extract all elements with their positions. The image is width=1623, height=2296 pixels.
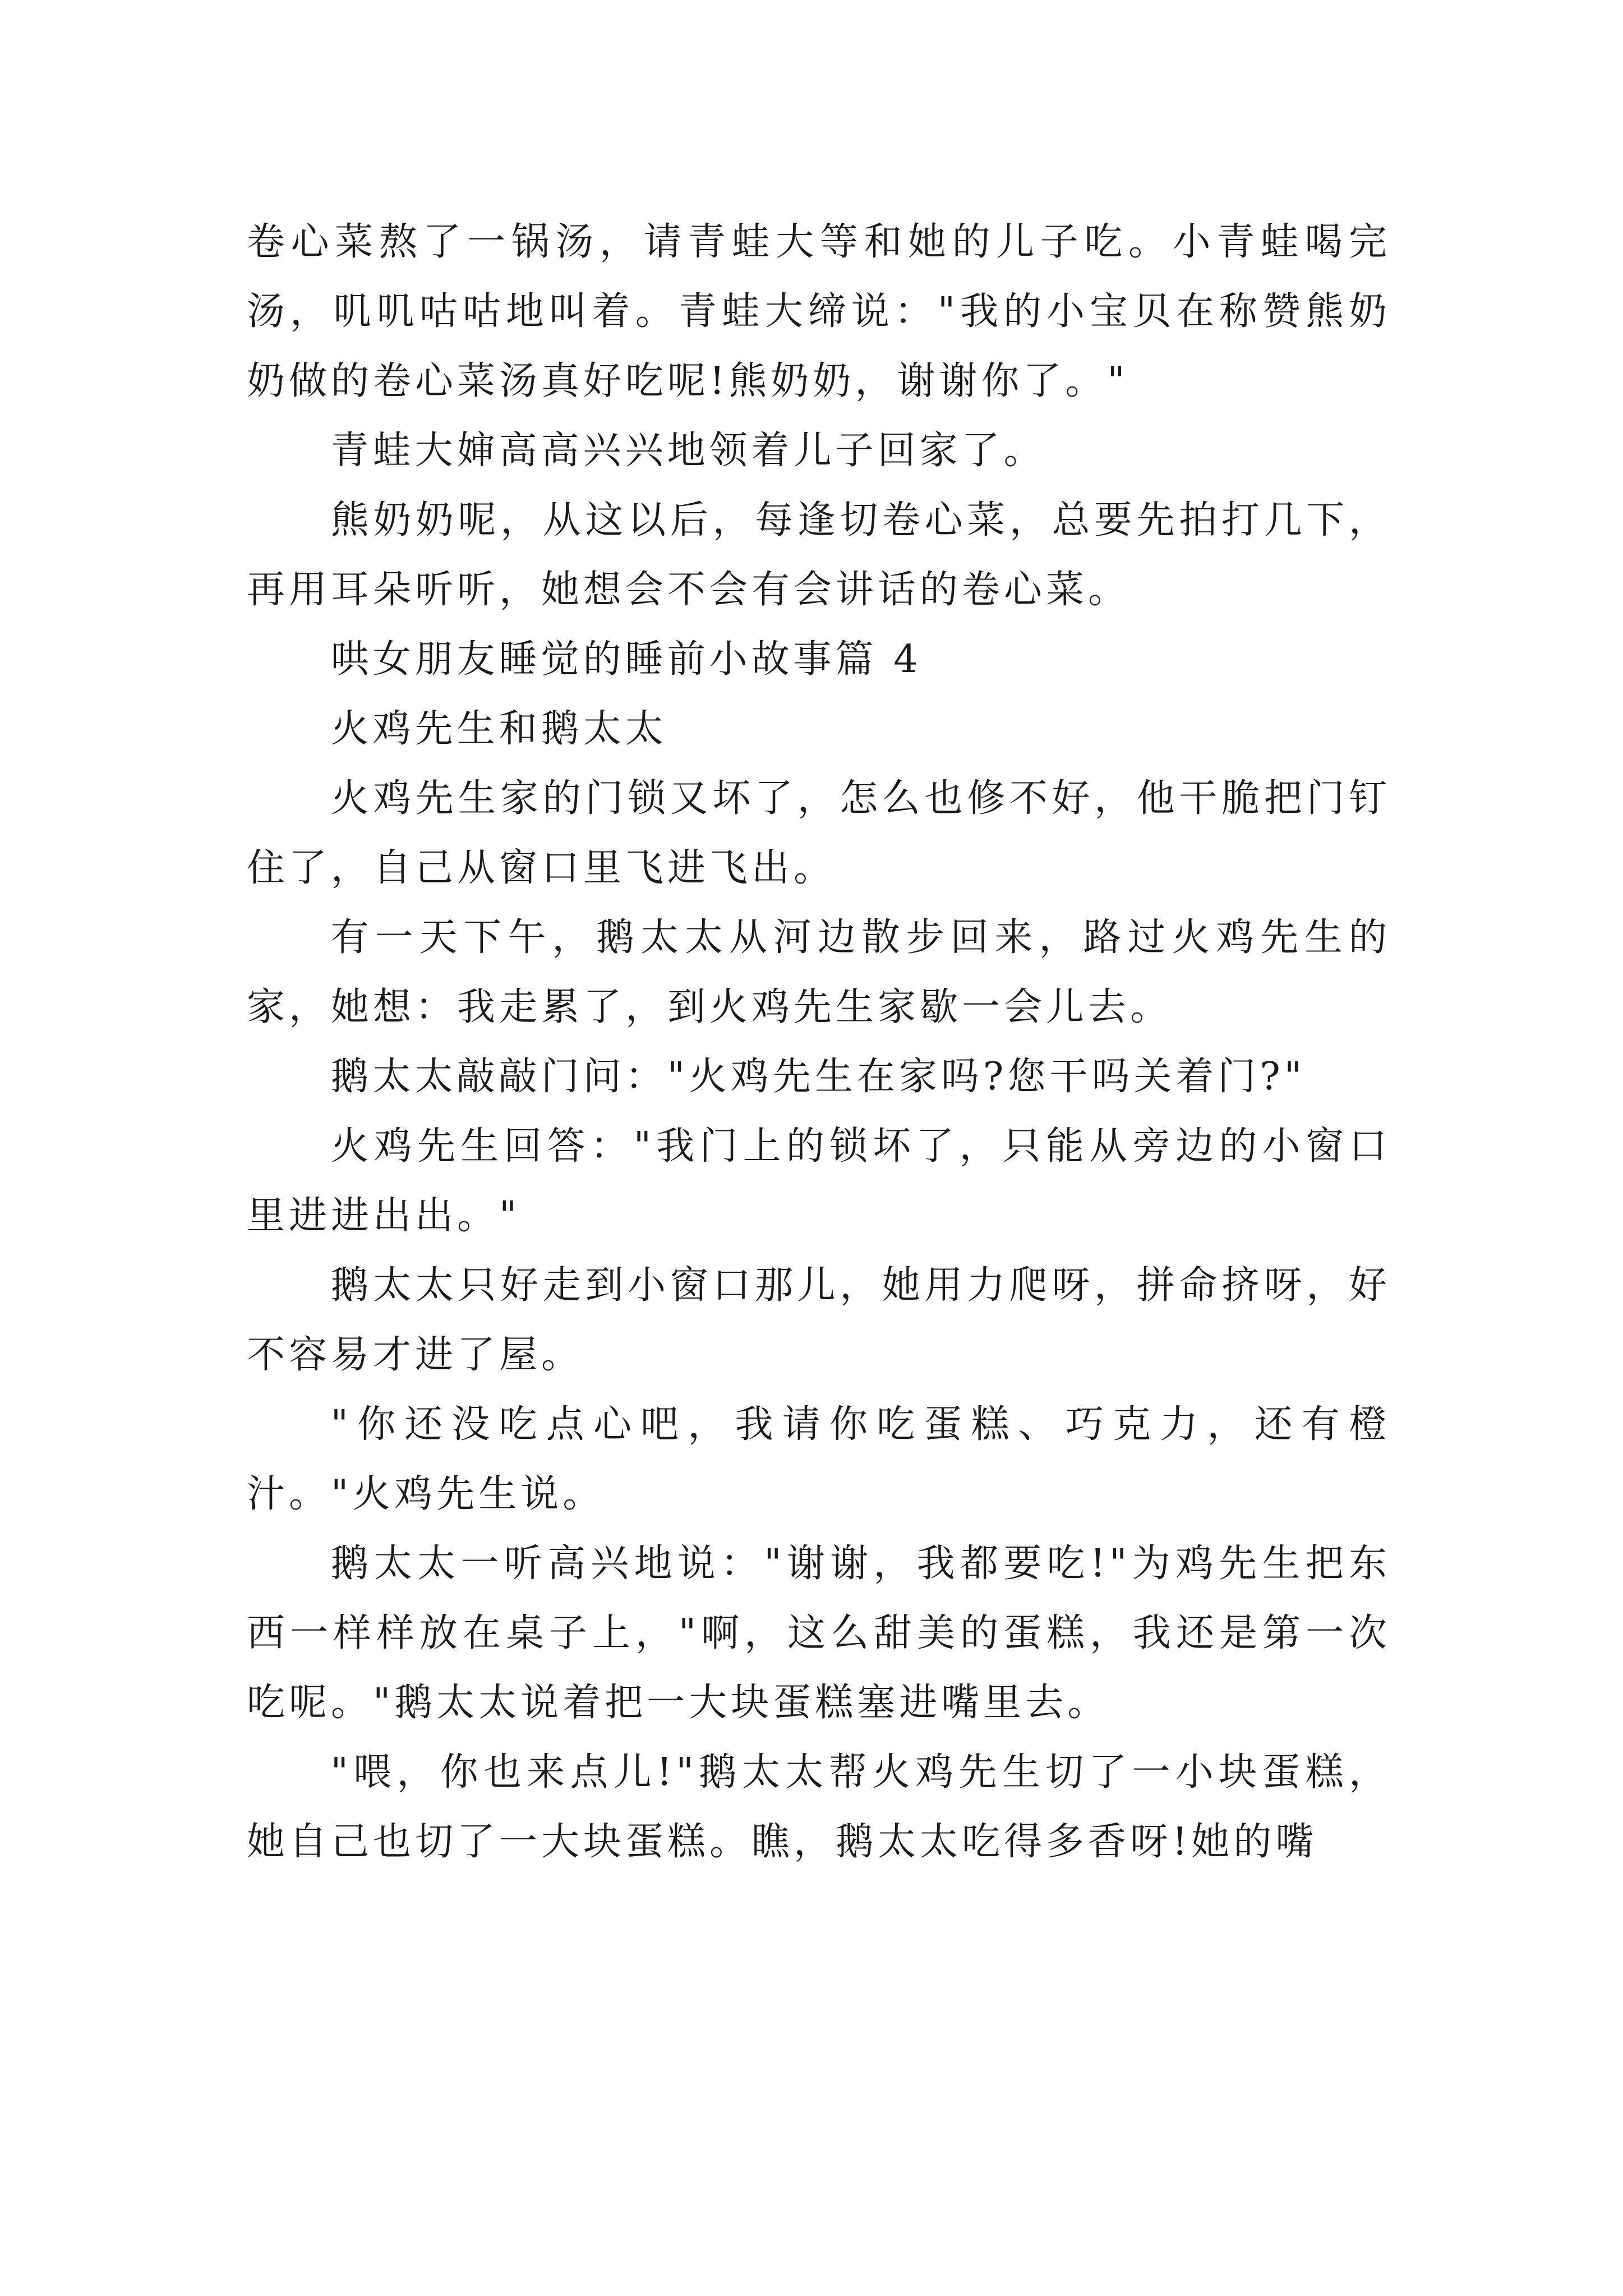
section-heading: 哄女朋友睡觉的睡前小故事篇 4 bbox=[330, 637, 922, 682]
paragraph: 火鸡先生家的门锁又坏了，怎么也修不好，他干脆把门钉住了，自己从窗口里飞进飞出。 bbox=[247, 776, 1391, 890]
paragraph: "喂，你也来点儿!"鹅太太帮火鸡先生切了一小块蛋糕，她自己也切了一大块蛋糕。瞧，鹅太太吃得多香呀!她的嘴 bbox=[247, 1750, 1391, 1864]
story-title: 火鸡先生和鹅太太 bbox=[330, 707, 667, 751]
paragraph: "你还没吃点心吧，我请你吃蛋糕、巧克力，还有橙汁。"火鸡先生说。 bbox=[247, 1402, 1391, 1516]
paragraph: 鹅太太敲敲门问："火鸡先生在家吗?您干吗关着门?" bbox=[330, 1055, 1306, 1099]
paragraph: 有一天下午，鹅太太从河边散步回来，路过火鸡先生的家，她想：我走累了，到火鸡先生家歇一会儿去。 bbox=[247, 915, 1391, 1029]
paragraph: 鹅太太一听高兴地说："谢谢，我都要吃!"为鸡先生把东西一样样放在桌子上，"啊，这么甜美的蛋糕，我还是第一次吃呢。"鹅太太说着把一大块蛋糕塞进嘴里去。 bbox=[247, 1542, 1391, 1725]
paragraph: 熊奶奶呢，从这以后，每逢切卷心菜，总要先拍打几下，再用耳朵听听，她想会不会有会讲话的卷心菜。 bbox=[247, 498, 1391, 612]
paragraph: 青蛙大婶高高兴兴地领着儿子回家了。 bbox=[330, 429, 1046, 473]
paragraph: 火鸡先生回答："我门上的锁坏了，只能从旁边的小窗口里进进出出。" bbox=[247, 1124, 1391, 1238]
document-body bbox=[247, 208, 1391, 1877]
paragraph: 卷心菜熬了一锅汤，请青蛙大等和她的儿子吃。小青蛙喝完汤，叽叽咕咕地叫着。青蛙大缔说："我的小宝贝在称赞熊奶奶做的卷心菜汤真好吃呢!熊奶奶，谢谢你了。" bbox=[247, 220, 1391, 403]
paragraph: 鹅太太只好走到小窗口那儿，她用力爬呀，拼命挤呀，好不容易才进了屋。 bbox=[247, 1263, 1391, 1377]
